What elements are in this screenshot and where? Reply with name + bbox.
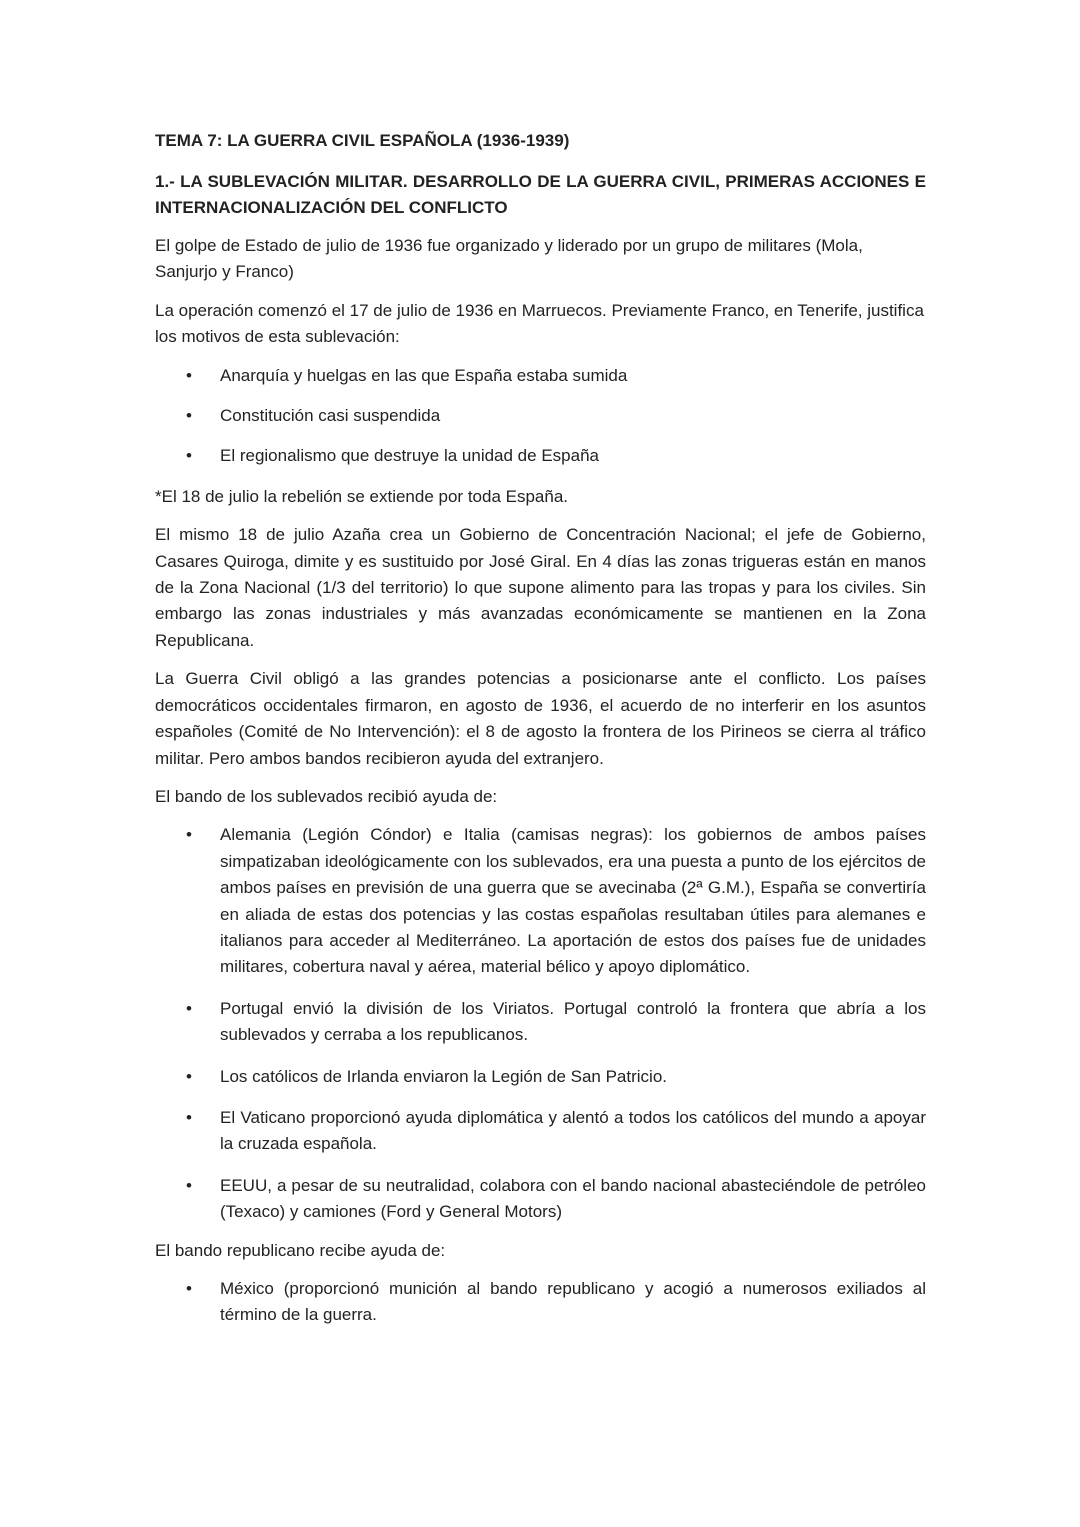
list-item <box>155 996 926 1049</box>
page-title: TEMA 7: LA GUERRA CIVIL ESPAÑOLA (1936-1939) <box>155 131 570 150</box>
list-item-text: Portugal envió la división de los Viriatos. Portugal controló la frontera que abría a los sublevados y cerraba a los republicanos. <box>220 998 926 1045</box>
bullet-icon: • <box>186 446 192 466</box>
list-item <box>155 1173 926 1226</box>
section-heading: 1.- LA SUBLEVACIÓN MILITAR. DESARROLLO DE LA GUERRA CIVIL, PRIMERAS ACCIONES E INTERNACIONALIZACIÓN DEL CONFLICTO <box>155 172 926 217</box>
list-item-text: Alemania (Legión Cóndor) e Italia (camisas negras): los gobiernos de ambos países simpatizaban ideológicamente con los sublevados, era una puesta a punto de los ejércitos de ambos países en previsión de una guerra que se avecinaba (2ª G.M.), España se convertiría en aliada de estas dos potencias y las costas españolas resultaban útiles para alemanes e italianos para acceder al Mediterráneo. La aportación de estos dos países fue de unidades militares, cobertura naval y aérea, material bélico y apoyo diplomático. <box>220 825 926 977</box>
paragraph-rebel-aid-intro: El bando de los sublevados recibió ayuda de: <box>155 786 498 806</box>
paragraph-government: El mismo 18 de julio Azaña crea un Gobierno de Concentración Nacional; el jefe de Gobierno, Casares Quiroga, dimite y es sustituido por José Giral. En 4 días las zonas trigueras están en manos de la Zona Nacional (1/3 del territorio) lo que supone alimento para las tropas y para los civiles. Sin embargo las zonas industriales y más avanzadas económicamente se mantienen en la Zona Republicana. <box>155 525 926 650</box>
list-item-text: EEUU, a pesar de su neutralidad, colabora con el bando nacional abasteciéndole de petróleo (Texaco) y camiones (Ford y General Motors) <box>220 1175 926 1222</box>
list-item <box>155 443 926 469</box>
bullet-icon: • <box>186 1175 192 1195</box>
list-item <box>155 363 926 389</box>
list-item-text: El Vaticano proporcionó ayuda diplomática y alentó a todos los católicos del mundo a apoyar la cruzada española. <box>220 1107 926 1154</box>
paragraph-coup: El golpe de Estado de julio de 1936 fue organizado y liderado por un grupo de militares (Mola, Sanjurjo y Franco) <box>155 236 863 282</box>
list-item <box>155 822 926 980</box>
list-item-text: El regionalismo que destruye la unidad de España <box>220 446 599 466</box>
list-item <box>155 403 926 429</box>
paragraph-internationalization: La Guerra Civil obligó a las grandes potencias a posicionarse ante el conflicto. Los países democráticos occidentales firmaron, en agosto de 1936, el acuerdo de no interferir en los asuntos españoles (Comité de No Intervención): el 8 de agosto la frontera de los Pirineos se cierra al tráfico militar. Pero ambos bandos recibieron ayuda del extranjero. <box>155 669 926 768</box>
paragraph-operation: La operación comenzó el 17 de julio de 1936 en Marruecos. Previamente Franco, en Tenerife, justifica los motivos de esta sublevación: <box>155 300 924 347</box>
list-item-text: Constitución casi suspendida <box>220 406 441 426</box>
bullet-icon: • <box>186 1066 192 1086</box>
bullet-icon: • <box>186 365 192 385</box>
bullet-icon: • <box>186 825 192 845</box>
bullet-icon: • <box>186 406 192 426</box>
list-item-text: Los católicos de Irlanda enviaron la Legión de San Patricio. <box>220 1066 668 1086</box>
republican-aid-list <box>155 1276 926 1329</box>
list-item-text: Anarquía y huelgas en las que España estaba sumida <box>220 365 628 385</box>
list-item-text: México (proporcionó munición al bando republicano y acogió a numerosos exiliados al término de la guerra. <box>220 1279 926 1325</box>
bullet-icon: • <box>186 1279 192 1298</box>
rebel-aid-list <box>155 822 926 1225</box>
bullet-icon: • <box>186 1107 192 1127</box>
bullet-icon: • <box>186 998 192 1018</box>
paragraph-republican-aid-intro: El bando republicano recibe ayuda de: <box>155 1240 446 1260</box>
list-item <box>155 1105 926 1158</box>
motives-list <box>155 363 926 470</box>
list-item <box>155 1064 926 1090</box>
paragraph-rebellion-spreads: *El 18 de julio la rebelión se extiende por toda España. <box>155 486 569 506</box>
list-item <box>155 1276 926 1329</box>
